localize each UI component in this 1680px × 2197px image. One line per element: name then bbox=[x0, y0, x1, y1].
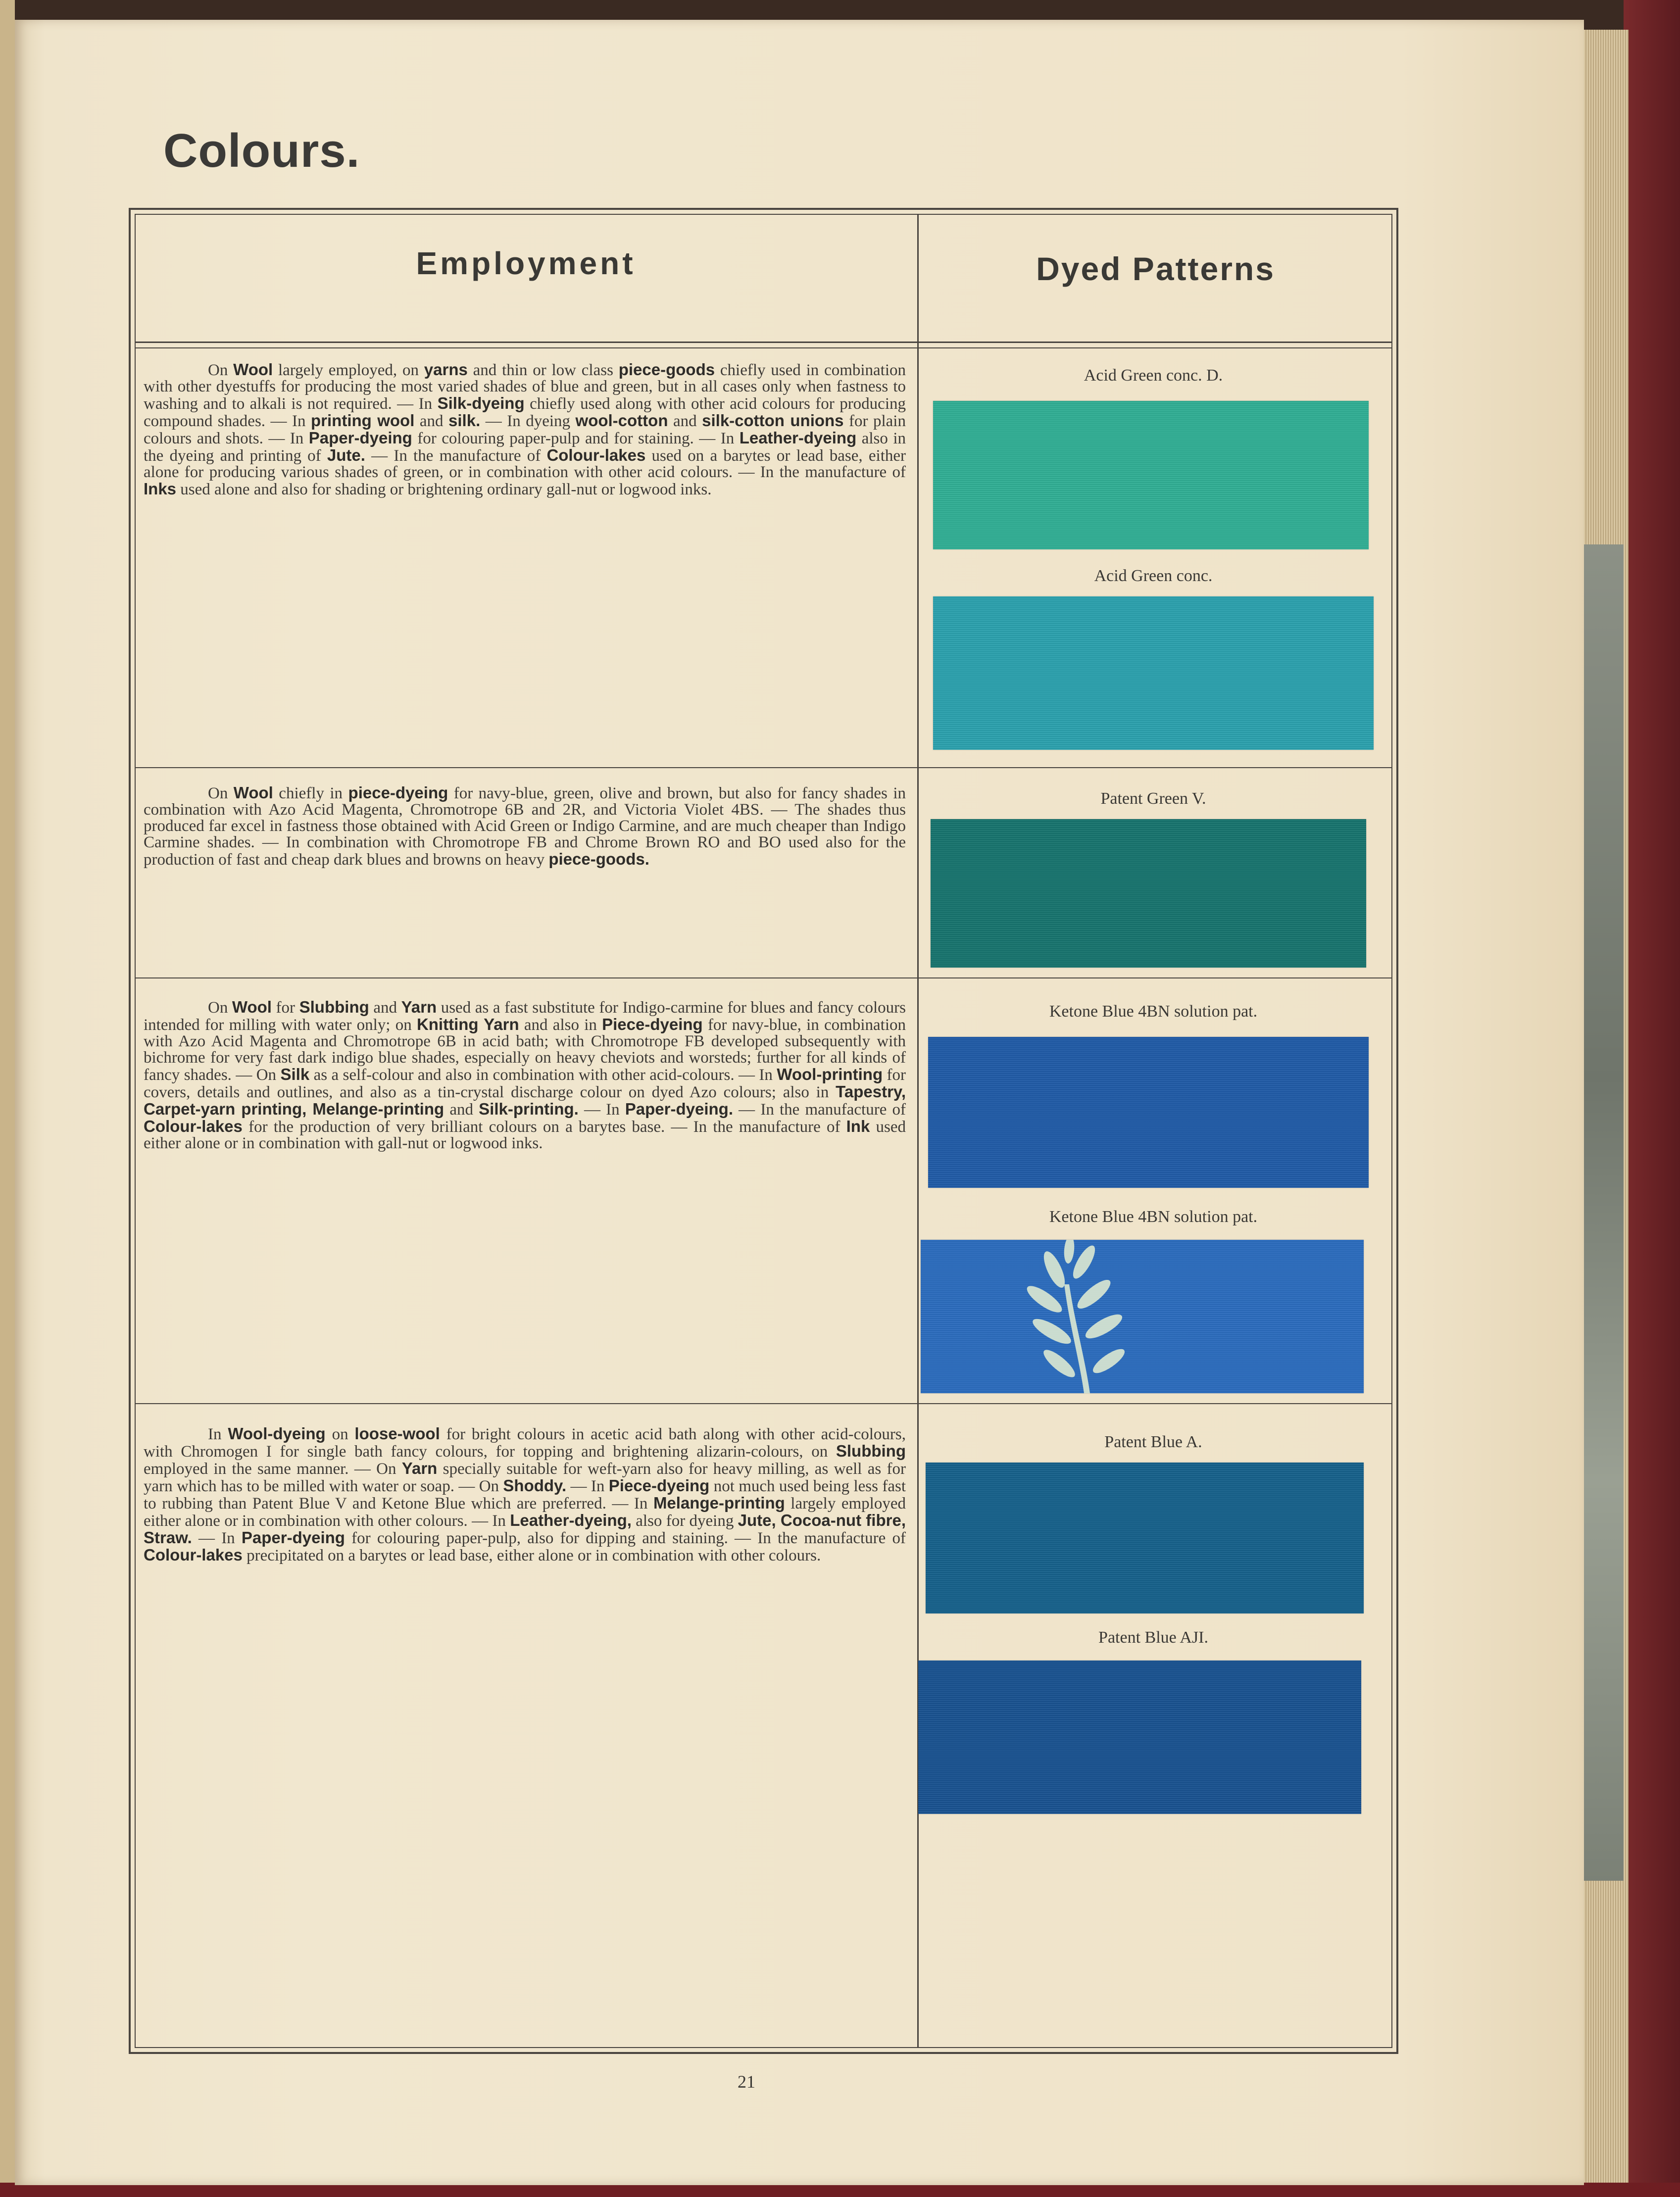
bold-term: Yarn bbox=[401, 1459, 438, 1477]
text-run: On bbox=[208, 361, 234, 379]
text-run: as a self-colour and also in combination with other acid-colours. — In bbox=[309, 1066, 777, 1084]
row-divider bbox=[135, 977, 1392, 978]
text-run: and also in bbox=[519, 1016, 602, 1034]
dyed-swatch bbox=[926, 1463, 1364, 1613]
row-divider bbox=[135, 767, 1392, 768]
swatch-label: Patent Blue A. bbox=[1104, 1433, 1202, 1451]
text-run: for navy-blue, in combination with Azo Acid Magenta and Chromotrope 6B in acid bath; with Chromotrope FB developed subsequently with bichrome for very fast dark indigo blue shades, especially on heavy cheviots and worsteds; further for all kinds of fancy shades. — On bbox=[144, 1016, 906, 1084]
text-run: — In bbox=[566, 1477, 609, 1495]
bold-term: Inks bbox=[144, 480, 177, 498]
text-run: used on a barytes or lead base, either alone for producing various shades of green, or in combination with other acid colours. — In the manufacture of bbox=[144, 447, 906, 481]
bold-term: Paper-dyeing. bbox=[625, 1100, 734, 1118]
header-divider-inner bbox=[135, 347, 1392, 348]
bold-term: Colour-lakes bbox=[144, 1546, 243, 1564]
bold-term: piece-dyeing bbox=[348, 783, 448, 802]
text-run: largely employed, on bbox=[273, 361, 424, 379]
text-run: used as a fast substitute for Indigo-carmine for blues and fancy colours intended for milling with water only; on bbox=[144, 999, 906, 1034]
leaf-sprig-print bbox=[921, 1240, 1364, 1393]
bold-term: piece-goods bbox=[618, 360, 715, 379]
employment-header: Employment bbox=[416, 245, 636, 281]
swatch-label: Patent Blue AJI. bbox=[1098, 1628, 1208, 1647]
swatch-label: Acid Green conc. D. bbox=[1084, 366, 1223, 385]
bold-term: piece-goods. bbox=[548, 850, 649, 868]
dyed-swatch bbox=[933, 401, 1369, 549]
bold-term: silk-cotton unions bbox=[702, 411, 844, 430]
text-run: also in the dyeing and printing of bbox=[144, 430, 906, 465]
bold-term: Jute, Cocoa-nut fibre, Straw. bbox=[144, 1511, 906, 1547]
text-run: — In bbox=[578, 1101, 625, 1119]
bold-term: Silk bbox=[280, 1065, 310, 1083]
bold-term: Slubbing bbox=[836, 1442, 906, 1460]
dyed-swatch bbox=[931, 819, 1366, 968]
text-run: for the production of very brilliant colours on a barytes base. — In the manufacture of bbox=[242, 1118, 846, 1136]
employment-paragraph bbox=[144, 361, 906, 498]
book-cover-left bbox=[0, 0, 15, 2197]
text-run: largely employed either alone or in combination with other colours. — In bbox=[144, 1495, 906, 1530]
swatch-label: Ketone Blue 4BN solution pat. bbox=[1049, 1002, 1258, 1021]
bold-term: Leather-dyeing, bbox=[510, 1511, 632, 1529]
bold-term: Yarn bbox=[401, 998, 437, 1016]
bold-term: silk. bbox=[448, 411, 481, 430]
employment-text bbox=[144, 999, 906, 1152]
text-run: and bbox=[369, 999, 401, 1017]
bold-term: Silk-dyeing bbox=[437, 394, 525, 412]
bold-term: Piece-dyeing bbox=[602, 1015, 703, 1033]
row-divider bbox=[135, 1403, 1392, 1404]
bold-term: Wool bbox=[233, 783, 273, 802]
dyed-swatch bbox=[928, 1037, 1369, 1188]
text-run: — In the manufacture of bbox=[733, 1101, 906, 1119]
dyed-swatch bbox=[921, 1240, 1364, 1393]
dyed-swatch bbox=[918, 1660, 1361, 1814]
text-run: employed in the same manner. — On bbox=[144, 1460, 402, 1478]
bold-term: printing wool bbox=[311, 411, 415, 430]
text-run: for colouring paper-pulp, also for dipping and staining. — In the manufacture of bbox=[345, 1529, 906, 1547]
text-run: also for dyeing bbox=[631, 1512, 738, 1530]
dyed-patterns-header: Dyed Patterns bbox=[1036, 250, 1275, 287]
text-run: used alone and also for shading or brightening ordinary gall-nut or logwood inks. bbox=[176, 481, 712, 498]
text-run: chiefly used along with other acid colours for producing compound shades. — In bbox=[144, 395, 906, 430]
text-run: for bright colours in acetic acid bath along with other acid-colours, with Chromogen I for single bath fancy colours, for topping and brightening alizarin-colours, on bbox=[144, 1425, 906, 1461]
bold-term: Wool bbox=[233, 360, 273, 379]
text-run: In bbox=[208, 1425, 228, 1443]
text-run: specially suitable for weft-yarn also for heavy milling, as well as for yarn which has to be milled with water or soap. — On bbox=[144, 1460, 906, 1495]
bold-term: Silk-printing. bbox=[479, 1100, 579, 1118]
bold-term: Tapestry, Carpet-yarn printing, Melange-printing bbox=[144, 1082, 906, 1118]
page-number: 21 bbox=[738, 2072, 755, 2092]
swatch-label: Patent Green V. bbox=[1100, 789, 1206, 808]
employment-text bbox=[144, 784, 906, 868]
book-page bbox=[15, 20, 1584, 2185]
swatch-label: Ketone Blue 4BN solution pat. bbox=[1049, 1208, 1258, 1226]
text-run: On bbox=[208, 784, 234, 802]
text-run: — In dyeing bbox=[480, 412, 576, 430]
bold-term: loose-wool bbox=[354, 1424, 440, 1443]
text-run: and thin or low class bbox=[467, 361, 619, 379]
employment-text bbox=[144, 1425, 906, 1564]
text-run: on bbox=[325, 1425, 355, 1443]
bold-term: wool-cotton bbox=[575, 411, 668, 430]
bold-term: Paper-dyeing bbox=[241, 1528, 345, 1547]
text-run: chiefly used in combination with other dyestuffs for producing the most varied shades of blue and green, but in all cases only when fastness to washing and to alkali is not required. — In bbox=[144, 361, 906, 413]
bold-term: Melange-printing bbox=[653, 1494, 785, 1512]
page-title: Colours. bbox=[163, 124, 360, 177]
employment-paragraph bbox=[144, 999, 906, 1152]
text-run: and bbox=[668, 412, 702, 430]
employment-paragraph bbox=[144, 1425, 906, 1564]
bold-term: Wool-dyeing bbox=[228, 1424, 326, 1443]
bold-term: Colour-lakes bbox=[546, 446, 646, 464]
employment-text bbox=[144, 361, 906, 498]
bold-term: Paper-dyeing bbox=[308, 429, 412, 447]
bold-term: Shoddy. bbox=[503, 1476, 567, 1495]
text-run: and bbox=[444, 1101, 479, 1119]
bold-term: Ink bbox=[846, 1117, 870, 1135]
bold-term: Wool bbox=[232, 998, 272, 1016]
text-run: — In the manufacture of bbox=[365, 447, 547, 465]
bold-term: Jute. bbox=[327, 446, 365, 464]
text-run: for bbox=[271, 999, 299, 1017]
text-run: for covers, details and outlines, and also as a tin-crystal discharge colour on dyed Azo colours; also in bbox=[144, 1066, 906, 1101]
text-run: used either alone or in combination with gall-nut or logwood inks. bbox=[144, 1118, 906, 1152]
text-run: for navy-blue, green, olive and brown, but also for fancy shades in combination with Azo Acid Magenta, Chromotrope 6B and 2R, and Victoria Violet 4BS. — The shades thus produced far excel in fastness those obtained with Acid Green or Indigo Carmine, and are much cheaper than Indigo Carmine shades. — In combination with Chromotrope FB and Chrome Brown RO and BO used also for the production of fast and cheap dark blues and browns on heavy bbox=[144, 784, 906, 869]
bold-term: Leather-dyeing bbox=[739, 429, 857, 447]
text-run: and bbox=[414, 412, 449, 430]
text-run: not much used being less fast to rubbing than Patent Blue V and Ketone Blue which are preferred. — In bbox=[144, 1477, 906, 1513]
bold-term: Colour-lakes bbox=[144, 1117, 243, 1135]
bold-term: Wool-printing bbox=[777, 1065, 883, 1083]
header-divider bbox=[135, 342, 1392, 343]
swatch-label: Acid Green conc. bbox=[1094, 567, 1213, 585]
text-run: — In bbox=[192, 1529, 242, 1547]
bold-term: Piece-dyeing bbox=[608, 1476, 710, 1495]
text-run: for colouring paper-pulp and for staining. — In bbox=[412, 430, 740, 447]
text-run: chiefly in bbox=[273, 784, 348, 802]
bold-term: Slubbing bbox=[299, 998, 369, 1016]
employment-paragraph bbox=[144, 784, 906, 868]
marbled-endpaper bbox=[1581, 544, 1624, 1881]
bold-term: Knitting Yarn bbox=[416, 1015, 519, 1033]
text-run: On bbox=[208, 999, 232, 1017]
book-cover-right bbox=[1624, 0, 1680, 2197]
text-run: precipitated on a barytes or lead base, either alone or in combination with other colours. bbox=[242, 1547, 821, 1564]
bold-term: yarns bbox=[424, 360, 468, 379]
dyed-swatch bbox=[933, 596, 1374, 750]
text-run: for plain colours and shots. — In bbox=[144, 412, 906, 447]
